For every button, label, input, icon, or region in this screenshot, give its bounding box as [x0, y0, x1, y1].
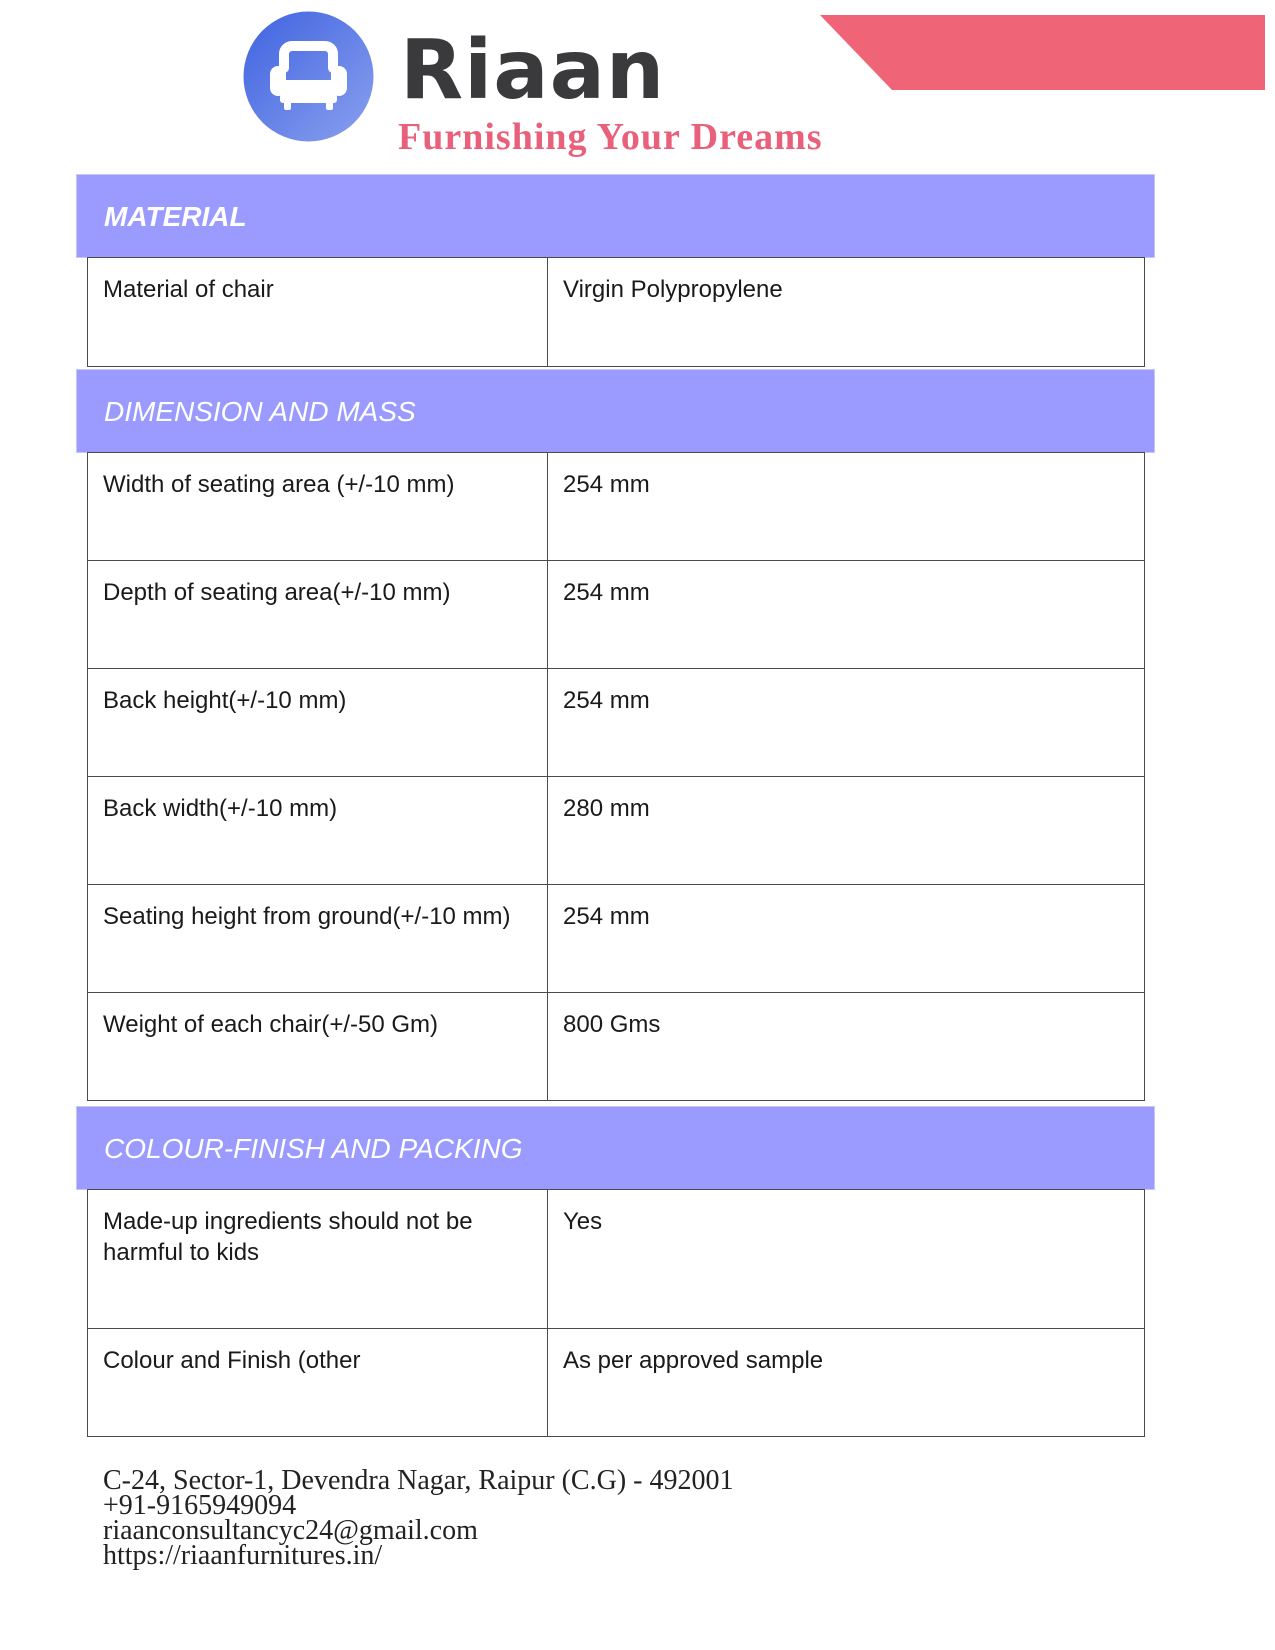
spec-label: Made-up ingredients should not be harmful to kids [88, 1190, 548, 1329]
table-row [88, 453, 1145, 561]
footer-address: C-24, Sector-1, Devendra Nagar, Raipur (C.G) - 492001 [103, 1465, 734, 1496]
table-row [88, 777, 1145, 885]
spec-label: Material of chair [88, 258, 548, 367]
material-spec-table [87, 257, 1145, 367]
spec-value: 254 mm [548, 561, 1145, 669]
spec-value: Virgin Polypropylene [548, 258, 1145, 367]
table-row [88, 885, 1145, 993]
spec-label: Back height(+/-10 mm) [88, 669, 548, 777]
section-header-material [76, 174, 1155, 258]
table-row [88, 1329, 1145, 1437]
header-accent-banner [820, 15, 1265, 90]
spec-label: Depth of seating area(+/-10 mm) [88, 561, 548, 669]
section-title: MATERIAL [104, 201, 247, 232]
footer-email[interactable]: riaanconsultancyc24@gmail.com [103, 1515, 478, 1546]
table-row [88, 561, 1145, 669]
spec-value: 254 mm [548, 453, 1145, 561]
spec-label: Weight of each chair(+/-50 Gm) [88, 993, 548, 1101]
spec-value: 280 mm [548, 777, 1145, 885]
spec-label: Seating height from ground(+/-10 mm) [88, 885, 548, 993]
section-title: COLOUR-FINISH AND PACKING [104, 1133, 523, 1164]
brand-tagline: Furnishing Your Dreams [398, 116, 823, 158]
brand-logo [242, 10, 375, 143]
colour-finish-spec-table [87, 1189, 1145, 1437]
spec-value: 800 Gms [548, 993, 1145, 1101]
spec-value: 254 mm [548, 669, 1145, 777]
armchair-icon [242, 10, 375, 143]
spec-value: 254 mm [548, 885, 1145, 993]
section-header-dimension-and-mass [76, 369, 1155, 453]
brand-name: Riaan [400, 23, 666, 118]
table-row [88, 993, 1145, 1101]
spec-label: Width of seating area (+/-10 mm) [88, 453, 548, 561]
spec-value: As per approved sample [548, 1329, 1145, 1437]
table-row [88, 1190, 1145, 1329]
spec-value: Yes [548, 1190, 1145, 1329]
table-row [88, 258, 1145, 367]
spec-label: Back width(+/-10 mm) [88, 777, 548, 885]
spec-label: Colour and Finish (other [88, 1329, 548, 1437]
footer-website-link[interactable]: https://riaanfurnitures.in/ [103, 1540, 383, 1571]
contact-footer [103, 1465, 734, 1571]
footer-phone: +91-9165949094 [103, 1490, 297, 1521]
table-row [88, 669, 1145, 777]
section-header-colour-finish-and-packing [76, 1106, 1155, 1190]
section-title: DIMENSION AND MASS [104, 396, 416, 427]
dimension-spec-table [87, 452, 1145, 1101]
